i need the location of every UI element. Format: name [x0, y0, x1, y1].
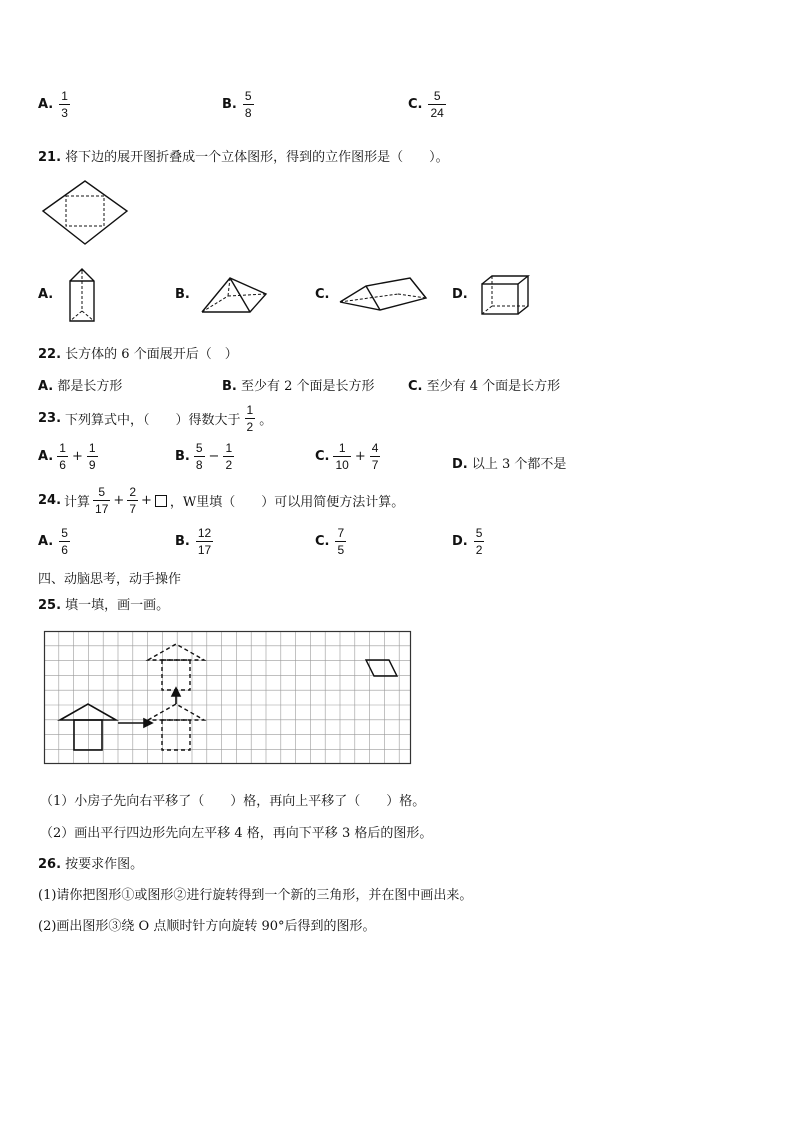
q22-stem — [38, 343, 238, 362]
denominator: 9 — [88, 458, 96, 472]
q21-option-b-label: B. — [175, 287, 190, 302]
q25-stem — [38, 594, 169, 613]
question-text: ，W里填（ ）可以用简便方法计算。 — [169, 495, 405, 510]
option-label: A. — [38, 379, 54, 394]
cube-d-icon — [480, 274, 530, 316]
denominator: 6 — [59, 458, 66, 472]
question-number: 24. — [38, 493, 62, 508]
denominator: 7 — [371, 458, 379, 472]
denominator: 8 — [244, 106, 252, 120]
option-text: 都是长方形 — [57, 379, 123, 394]
question-number: 25. — [38, 598, 62, 613]
operator: + — [113, 493, 125, 508]
fraction — [333, 442, 350, 471]
q23-option-b — [175, 442, 234, 471]
house-translated-right — [148, 704, 204, 750]
operator: + — [71, 449, 83, 464]
denominator: 5 — [337, 543, 345, 557]
denominator: 2 — [246, 420, 254, 434]
grid-figure — [44, 631, 412, 765]
denominator: 6 — [61, 543, 68, 557]
option-label: B. — [175, 449, 190, 464]
option-text: 至少有 2 个面是长方形 — [241, 379, 375, 394]
option-label: D. — [452, 457, 468, 472]
q23-option-c — [315, 442, 380, 471]
option-label: B. — [222, 97, 237, 112]
numerator: 5 — [475, 526, 483, 540]
q23-stem — [38, 404, 272, 433]
question-text: 将下边的展开图折叠成一个立体图形，得到的立作图形是（ ）。 — [65, 150, 449, 165]
denominator: 3 — [61, 106, 68, 120]
q20-option-b — [222, 90, 254, 119]
fraction — [223, 442, 234, 471]
net-figure — [40, 178, 130, 248]
question-text: 下列算式中，（ ）得数大于 — [65, 413, 241, 428]
fraction — [474, 527, 485, 556]
option-label: C. — [315, 534, 330, 549]
fraction — [59, 90, 70, 119]
q20-option-c — [408, 90, 446, 119]
operator: − — [208, 449, 220, 464]
numerator: 1 — [246, 403, 254, 417]
denominator: 17 — [95, 502, 109, 516]
house-original — [60, 704, 116, 750]
q20-option-a — [38, 90, 70, 119]
triangular-prism-a-icon — [66, 267, 98, 325]
q22-option-b — [222, 375, 375, 394]
q21-option-a-label: A. — [38, 287, 54, 302]
q24-option-c — [315, 527, 346, 556]
option-label: A. — [38, 449, 54, 464]
q25-sub1: （1）小房子先向右平移了（ ）格，再向上平移了（ ）格。 — [40, 794, 426, 809]
q21-stem — [38, 146, 449, 165]
q25-sub2: （2）画出平行四边形先向左平移 4 格，再向下平移 3 格后的图形。 — [40, 826, 433, 841]
numerator: 1 — [88, 441, 96, 455]
question-text: 长方体的 6 个面展开后（ ） — [65, 347, 238, 362]
fraction — [194, 442, 205, 471]
fraction — [87, 442, 98, 471]
fraction — [196, 527, 213, 556]
q26-sub1: (1)请你把图形①或图形②进行旋转得到一个新的三角形，并在图中画出来。 — [38, 888, 473, 903]
numerator: 5 — [98, 485, 106, 499]
fraction — [243, 90, 254, 119]
numerator: 1 — [225, 441, 233, 455]
option-label: C. — [315, 449, 330, 464]
denominator: 8 — [195, 458, 203, 472]
q24-stem — [38, 486, 404, 515]
option-label: A. — [38, 97, 54, 112]
numerator: 4 — [371, 441, 379, 455]
q23-option-d — [452, 453, 566, 472]
fraction — [59, 527, 70, 556]
numerator: 1 — [338, 441, 346, 455]
numerator: 1 — [61, 89, 68, 103]
operator: + — [354, 449, 366, 464]
option-label: B. — [175, 534, 190, 549]
question-text: 填一填，画一画。 — [65, 598, 170, 613]
denominator: 24 — [430, 106, 444, 120]
q21-option-c-label: C. — [315, 287, 330, 302]
pyramid-b-icon — [200, 275, 268, 315]
denominator: 7 — [129, 502, 136, 516]
option-text: 以上 3 个都不是 — [471, 457, 567, 472]
q26-stem — [38, 853, 143, 872]
numerator: 5 — [433, 89, 441, 103]
question-text: 按要求作图。 — [65, 857, 144, 872]
house-translated-up — [148, 644, 204, 690]
fraction — [93, 486, 110, 515]
q23-option-a — [38, 442, 98, 471]
lying-prism-c-icon — [338, 272, 428, 314]
q21-option-d-label: D. — [452, 287, 468, 302]
q24-option-b — [175, 527, 213, 556]
option-label: C. — [408, 97, 423, 112]
section-heading: 四、动脑思考，动手操作 — [38, 572, 182, 587]
option-label: D. — [452, 534, 468, 549]
fraction — [335, 527, 346, 556]
fraction — [370, 442, 381, 471]
q24-option-d — [452, 527, 484, 556]
denominator: 10 — [335, 458, 349, 472]
question-number: 21. — [38, 150, 62, 165]
denominator: 2 — [225, 458, 233, 472]
q22-option-c — [408, 375, 560, 394]
denominator: 17 — [197, 543, 212, 557]
numerator: 2 — [129, 485, 136, 499]
question-number: 26. — [38, 857, 62, 872]
numerator: 5 — [195, 441, 203, 455]
option-label: A. — [38, 534, 54, 549]
question-number: 22. — [38, 347, 62, 362]
numerator: 1 — [59, 441, 66, 455]
question-text-calc: 计算 — [64, 495, 91, 510]
question-number: 23. — [38, 411, 62, 426]
numerator: 7 — [337, 526, 345, 540]
numerator: 5 — [244, 89, 252, 103]
question-text-end: 。 — [259, 413, 273, 428]
q24-option-a — [38, 527, 70, 556]
fraction — [127, 486, 138, 515]
blank-box-icon — [155, 495, 167, 507]
option-label: B. — [222, 379, 237, 394]
q26-sub2: (2)画出图形③绕 O 点顺时针方向旋转 90°后得到的图形。 — [38, 919, 376, 934]
q22-option-a — [38, 375, 122, 394]
fraction — [245, 404, 256, 433]
numerator: 12 — [197, 526, 212, 540]
fraction — [57, 442, 68, 471]
option-label: C. — [408, 379, 423, 394]
denominator: 2 — [475, 543, 483, 557]
parallelogram — [366, 660, 397, 676]
option-text: 至少有 4 个面是长方形 — [426, 379, 561, 394]
fraction — [428, 90, 445, 119]
operator: + — [141, 493, 152, 508]
numerator: 5 — [61, 526, 68, 540]
